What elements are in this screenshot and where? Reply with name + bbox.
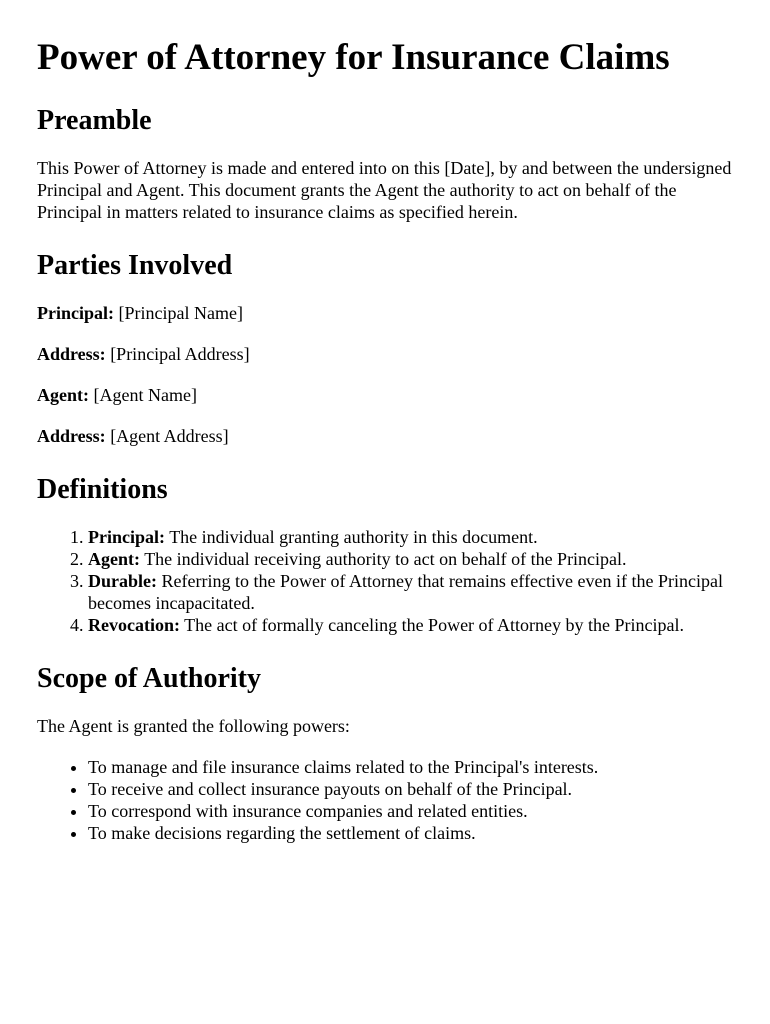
definition-term: Agent:: [88, 549, 140, 569]
definition-text: The individual granting authority in this document.: [169, 527, 538, 547]
field-value: [Principal Address]: [110, 344, 250, 364]
definition-item: [88, 526, 733, 548]
powers-list: [37, 756, 733, 844]
power-item: • To manage and file insurance claims related to the Principal's interests.: [88, 756, 733, 778]
scope-heading: Scope of Authority: [37, 663, 261, 694]
power-item: • To receive and collect insurance payouts on behalf of the Principal.: [88, 778, 733, 800]
definitions-list: [37, 526, 733, 636]
field-label: Address:: [37, 344, 106, 364]
field-label: Principal:: [37, 303, 114, 323]
definitions-section: [37, 473, 733, 636]
definition-text: The individual receiving authority to act on behalf of the Principal.: [144, 549, 627, 569]
parties-heading: Parties Involved: [37, 250, 233, 281]
agent-name-field: [37, 384, 733, 406]
definition-item: [88, 548, 733, 570]
agent-address-field: [37, 425, 733, 447]
definition-item: [88, 614, 733, 636]
definition-term: Revocation:: [88, 615, 180, 635]
principal-address-field: [37, 343, 733, 365]
scope-section: [37, 662, 733, 844]
scope-intro: The Agent is granted the following powers:: [37, 716, 350, 736]
principal-name-field: [37, 302, 733, 324]
preamble-text: This Power of Attorney is made and entered into on this [Date], by and between the undersigned Principal and Agent. This document grants the Agent the authority to act on behalf of the Principal in matters related to insurance claims as specified herein.: [37, 158, 732, 222]
document-title: Power of Attorney for Insurance Claims: [37, 37, 670, 78]
parties-section: [37, 249, 733, 447]
definitions-heading: Definitions: [37, 474, 168, 505]
power-item: • To make decisions regarding the settlement of claims.: [88, 822, 733, 844]
definition-term: Principal:: [88, 527, 165, 547]
field-label: Address:: [37, 426, 106, 446]
power-item: • To correspond with insurance companies and related entities.: [88, 800, 733, 822]
field-value: [Principal Name]: [118, 303, 243, 323]
field-value: [Agent Name]: [93, 385, 197, 405]
definition-text: The act of formally canceling the Power of Attorney by the Principal.: [184, 615, 685, 635]
field-label: Agent:: [37, 385, 89, 405]
definition-term: Durable:: [88, 571, 157, 591]
definition-item: [88, 570, 733, 614]
preamble-heading: Preamble: [37, 105, 152, 136]
field-value: [Agent Address]: [110, 426, 229, 446]
preamble-section: [37, 104, 733, 223]
definition-text: Referring to the Power of Attorney that remains effective even if the Principal becomes incapacitated.: [88, 571, 723, 613]
